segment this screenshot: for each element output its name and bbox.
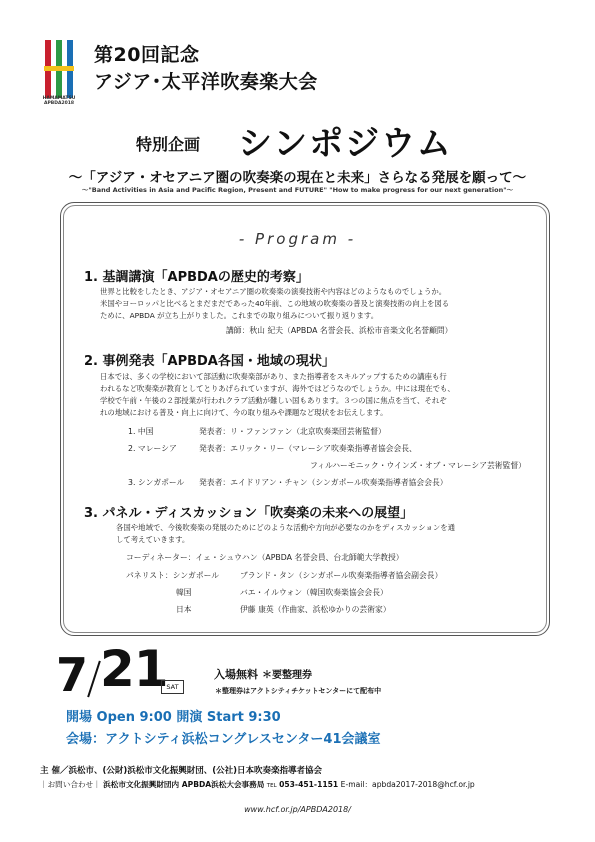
section3-line: 各国や地域で、今後吹奏楽の発展のためにどのような活動や方向が必要なのかをディスカッションを通 xyxy=(116,523,456,532)
presenter-country: 2. マレーシア xyxy=(128,444,177,453)
tel-label: TEL xyxy=(266,783,277,789)
presenter-text: 発表者：エイドリアン・チャン（シンガポール吹奏楽指導者協会会長） xyxy=(199,478,448,487)
section2-line: われるなど吹奏楽が教育としてとりあげられていますが、海外ではどうなのでしょうか。中には現在でも、 xyxy=(100,384,455,393)
event-venue: 会場：アクトシティ浜松コングレスセンター41会議室 xyxy=(66,732,381,747)
section1-line: 世界と比較をしたとき、アジア・オセアニア圏の吹奏楽の演奏技術や内容はどのようなものでしょうか。 xyxy=(100,287,447,296)
section2-line: 学校で午前・午後の２部授業が行われクラブ活動が難しい国もあります。３つの国に焦点を当て、それぞ xyxy=(100,396,447,405)
special-label: 特別企画 xyxy=(136,135,201,154)
panel-coordinator: コーディネーター：イェ・シュウハン（APBDA 名誉会員、台北師範大学教授） xyxy=(126,553,404,562)
contact-line: ｜お問い合わせ｜ 浜松市文化振興財団内 APBDA浜松大会事務局 TEL 053-451-1151 E-mail：apbda2017-2018@hcf.or.jp xyxy=(40,780,475,789)
ticket-required: ＊要整理券 xyxy=(262,670,312,681)
symposium-title: シンポジウム xyxy=(238,124,453,164)
section3-title: 3. パネル・ディスカッション「吹奏楽の未来への展望」 xyxy=(84,506,414,521)
event-title-line1: 第20回記念 xyxy=(94,44,200,66)
website-url: www.hcf.or.jp/APBDA2018/ xyxy=(244,805,351,814)
ticket-note: ＊整理券はアクトシティチケットセンターにて配布中 xyxy=(215,687,382,695)
section3-line: して考えていきます。 xyxy=(116,535,190,544)
subtitle: 〜「アジア・オセアニア圏の吹奏楽の現在と未来」さらなる発展を願って〜 xyxy=(68,170,527,186)
presenter-country: 3. シンガポール xyxy=(128,478,185,487)
event-month: 7 xyxy=(56,648,89,702)
panelist-text: ブランド・タン（シンガポール吹奏楽指導者協会副会長） xyxy=(240,571,443,580)
date-divider xyxy=(87,661,101,698)
presenter-text: 発表者：エリック・リー（マレーシア吹奏楽指導者協会会長、 xyxy=(199,444,417,453)
subtitle-english: 〜"Band Activities in Asia and Pacific Region, Present and FUTURE" "How to make progress for our next generation"〜 xyxy=(81,186,514,194)
organizer: 主 催／浜松市、(公財)浜松市文化振興財団、(公社)日本吹奏楽指導者協会 xyxy=(40,766,323,776)
contact-email: E-mail：apbda2017-2018@hcf.or.jp xyxy=(340,780,475,789)
presenter-text: フィルハーモニック・ウインズ・オブ・マレーシア芸術監督） xyxy=(310,461,526,470)
section2-title: 2. 事例発表「APBDA各国・地域の現状」 xyxy=(84,354,335,369)
event-day: 21 xyxy=(100,640,168,698)
contact-tel: 053-451-1151 xyxy=(279,780,339,789)
logo-caption: HAMAMATSU APBDA2018 xyxy=(42,96,76,106)
presenter-country: 1. 中国 xyxy=(128,427,154,436)
section1-speaker: 講師：秋山 紀夫（APBDA 名誉会長、浜松市音楽文化名誉顧問） xyxy=(226,326,453,335)
section1-line: 米国やヨーロッパと比べるとまだまだであった40年前、この地域の吹奏楽の普及と演奏技術の向上を図る xyxy=(100,299,450,308)
panelist-country: 日本 xyxy=(176,605,192,614)
panelist-label: パネリスト：シンガポール xyxy=(126,571,220,580)
admission-free: 入場無料 xyxy=(214,668,258,681)
section1-title: 1. 基調講演「APBDAの歴史的考察」 xyxy=(84,270,309,285)
panelist-country: 韓国 xyxy=(176,588,192,597)
section2-line: 日本では、多くの学校において部活動に吹奏楽部があり、また指導者をスキルアップするための講座も行 xyxy=(100,372,447,381)
section2-line: れの地域における普及・向上に向けて、今の取り組みや課題など現状をお伝えします。 xyxy=(100,408,388,417)
presenter-text: 発表者：リ・ファンファン（北京吹奏楽団芸術監督） xyxy=(199,427,386,436)
program-heading: - Program - xyxy=(238,230,357,248)
event-title-line2: アジア･太平洋吹奏楽大会 xyxy=(94,71,318,93)
section1-line: ために、APBDA が立ち上がりました。これまでの取り組みについて振り返ります。 xyxy=(100,311,379,320)
event-times: 開場 Open 9:00 開演 Start 9:30 xyxy=(66,710,281,725)
contact-org: 浜松市文化振興財団内 APBDA浜松大会事務局 xyxy=(103,780,265,789)
panelist-text: バエ・イルウォン（韓国吹奏楽協会会長） xyxy=(240,588,388,597)
weekday-badge: SAT xyxy=(161,680,184,694)
apbda-logo-icon xyxy=(44,40,74,100)
contact-label: お問い合わせ xyxy=(47,780,94,789)
panelist-text: 伊藤 康英（作曲家、浜松ゆかりの芸術家） xyxy=(240,605,391,614)
